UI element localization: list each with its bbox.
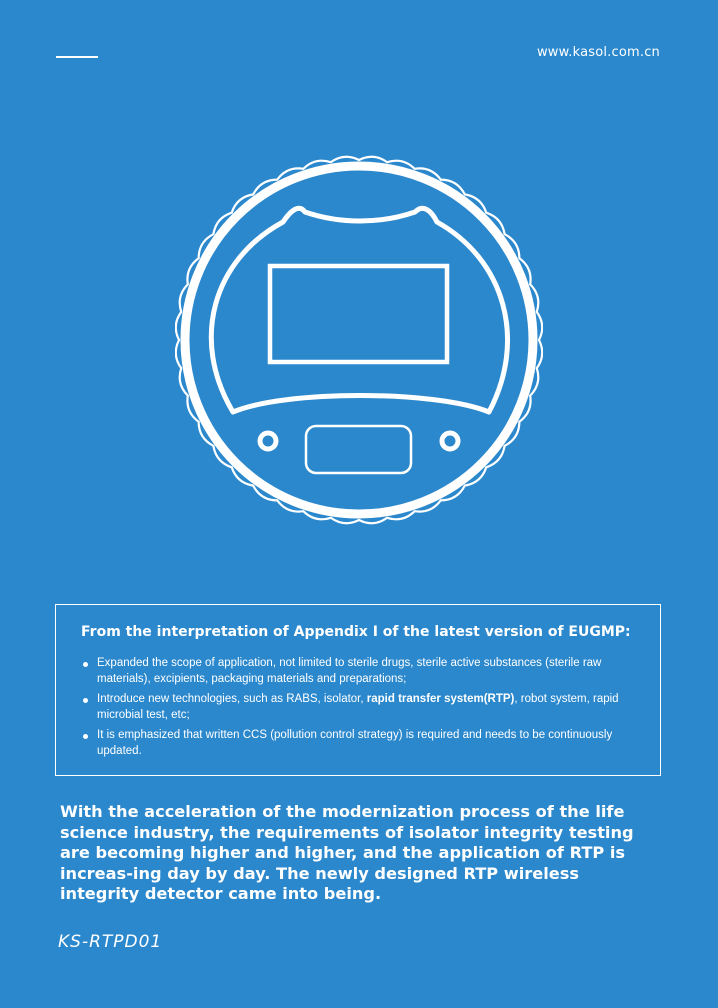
header-rule bbox=[56, 56, 98, 58]
list-item bbox=[83, 691, 643, 723]
appendix-title: From the interpretation of Appendix I of the latest version of EUGMP: bbox=[81, 624, 631, 640]
center-button bbox=[306, 426, 411, 473]
device-face-outline bbox=[211, 208, 507, 412]
item-text: It is emphasized that written CCS (pollution control strategy) is required and needs to be continuously updated. bbox=[97, 729, 613, 757]
model-number: KS-RTPD01 bbox=[58, 932, 163, 952]
list-item bbox=[83, 655, 643, 687]
right-indicator-light bbox=[442, 433, 458, 449]
display-screen bbox=[270, 266, 447, 362]
item-highlight: rapid transfer system(RTP) bbox=[366, 693, 515, 705]
item-text: Expanded the scope of application, not limited to sterile drugs, sterile active substances (sterile raw materials), excipients, packaging materials and preparations; bbox=[97, 657, 602, 685]
appendix-info-box bbox=[55, 604, 661, 776]
appendix-list bbox=[83, 655, 643, 763]
site-url-link[interactable]: www.kasol.com.cn bbox=[536, 45, 660, 60]
device-scalloped-rim bbox=[176, 157, 542, 523]
left-indicator-light bbox=[260, 433, 276, 449]
item-text: Introduce new technologies, such as RABS, isolator, bbox=[97, 693, 367, 705]
rtp-wireless-detector-icon bbox=[175, 140, 543, 540]
list-item bbox=[83, 727, 643, 759]
device-outer-ring bbox=[185, 166, 533, 514]
intro-paragraph: With the acceleration of the modernization process of the life science industry, the requirements of isolator integrity testing are becoming higher and higher, and the application of RTP is increas-ing day by day. The newly designed RTP wireless integrity detector came into being. bbox=[60, 802, 634, 903]
item-text-tail: , robot system, rapid microbial test, etc; bbox=[97, 693, 619, 721]
